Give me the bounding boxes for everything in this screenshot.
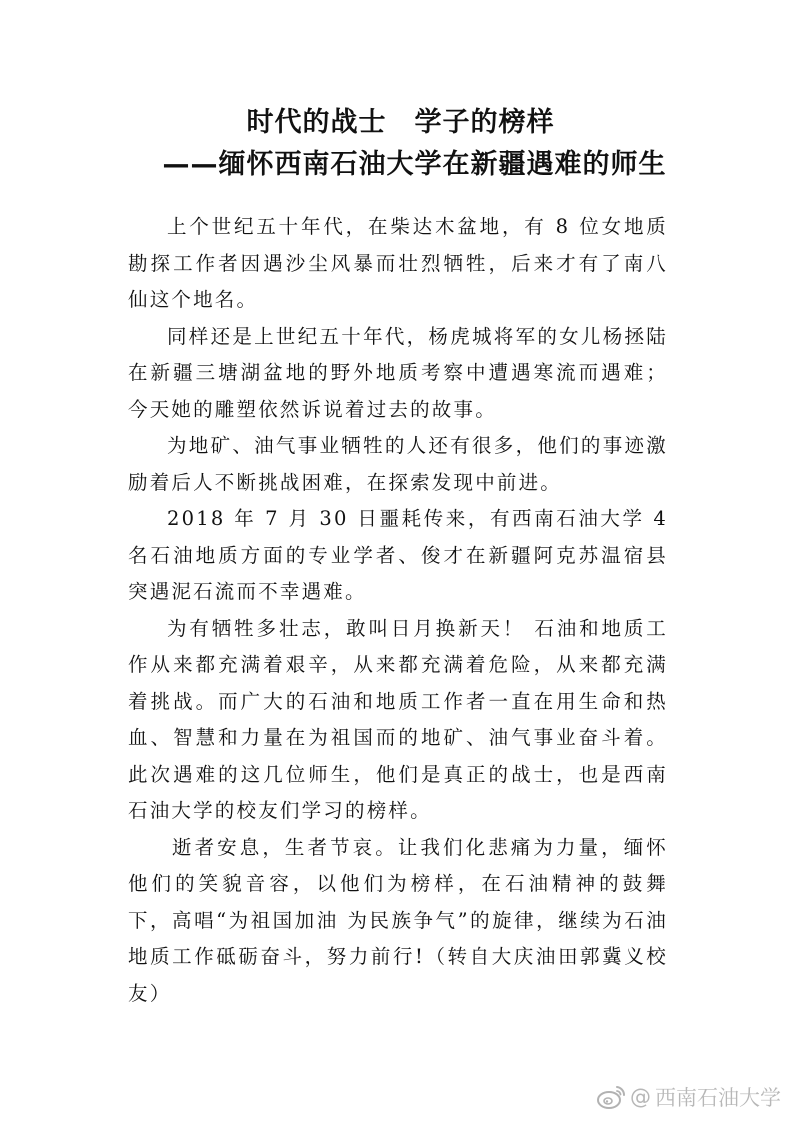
paragraph-2: 同样还是上世纪五十年代，杨虎城将军的女儿杨拯陆在新疆三塘湖盆地的野外地质考察中遭遇寒流而遇难；今天她的雕塑依然诉说着过去的故事。 xyxy=(128,324,668,421)
title-line-subtitle: ——缅怀西南石油大学在新疆遇难的师生 xyxy=(162,149,667,180)
paragraph-4: 2018 年 7 月 30 日噩耗传来，有西南石油大学 4 名石油地质方面的专业学者、俊才在新疆阿克苏温宿县突遇泥石流而不幸遇难。 xyxy=(128,507,668,603)
paragraph-6: 逝者安息，生者节哀。让我们化悲痛为力量，缅怀他们的笑貌音容，以他们为榜样，在石油精神的鼓舞下，高唱“为祖国加油 为民族争气”的旋律，继续为石油地质工作砥砺奋斗，努力前行!（转自大庆油田郭冀义校友） xyxy=(128,835,668,1005)
paragraph-1: 上个世纪五十年代，在柴达木盆地，有 8 位女地质勘探工作者因遇沙尘风暴而壮烈牺牲，后来才有了南八仙这个地名。 xyxy=(128,215,668,311)
weibo-icon xyxy=(596,1084,626,1110)
paragraph-3: 为地矿、油气事业牺牲的人还有很多，他们的事迹激励着后人不断挑战困难，在探索发现中前进。 xyxy=(128,434,668,494)
weibo-watermark xyxy=(596,1082,781,1112)
paragraph-5: 为有牺牲多壮志，敢叫日月换新天！ 石油和地质工作从来都充满着艰辛，从来都充满着危险，从来都充满着挑战。而广大的石油和地质工作者一直在用生命和热血、智慧和力量在为祖国而的地矿、油气事业奋斗着。此次遇难的这几位师生，他们是真正的战士，也是西南石油大学的校友们学习的榜样。 xyxy=(128,616,668,822)
document-title xyxy=(0,102,795,186)
title-line-main: 时代的战士 学子的榜样 xyxy=(246,107,555,138)
watermark-at-sign: @ xyxy=(630,1085,651,1109)
watermark-account: 西南石油大学 xyxy=(655,1086,781,1110)
document-body xyxy=(128,209,668,1012)
